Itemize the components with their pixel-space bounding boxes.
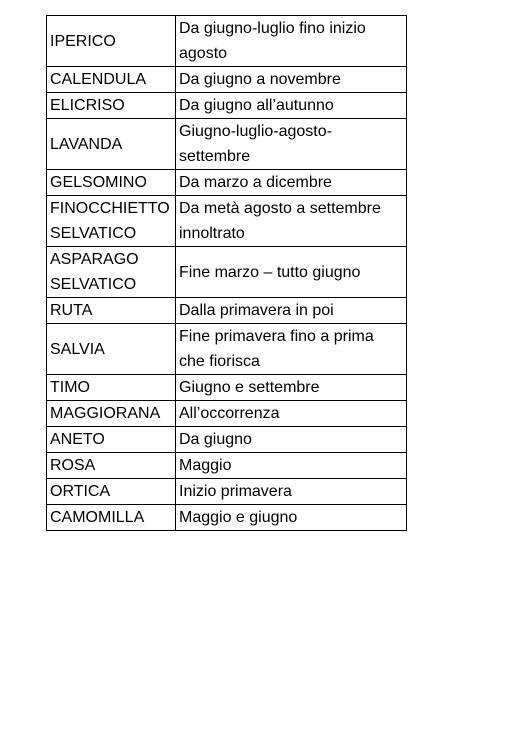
plant-name-cell: ORTICA xyxy=(47,479,176,505)
table-row xyxy=(47,93,407,119)
harvest-period-cell: Da giugno all’autunno xyxy=(176,93,407,119)
harvest-period-cell: Inizio primavera xyxy=(176,479,407,505)
plant-name-cell: IPERICO xyxy=(47,16,176,67)
table-row xyxy=(47,427,407,453)
plant-name-cell: ROSA xyxy=(47,453,176,479)
herb-harvest-table xyxy=(46,15,407,531)
harvest-period-cell: Maggio e giugno xyxy=(176,505,407,531)
plant-name-cell: ANETO xyxy=(47,427,176,453)
plant-name-cell: TIMO xyxy=(47,375,176,401)
plant-name-cell: RUTA xyxy=(47,298,176,324)
plant-name-cell: CALENDULA xyxy=(47,67,176,93)
table-row xyxy=(47,401,407,427)
plant-name-cell: CAMOMILLA xyxy=(47,505,176,531)
plant-name-cell: ELICRISO xyxy=(47,93,176,119)
harvest-period-cell: Dalla primavera in poi xyxy=(176,298,407,324)
harvest-period-cell: Maggio xyxy=(176,453,407,479)
harvest-period-cell: Fine marzo – tutto giugno xyxy=(176,247,407,298)
table-row xyxy=(47,16,407,67)
harvest-period-cell: Giugno e settembre xyxy=(176,375,407,401)
harvest-period-cell: Da marzo a dicembre xyxy=(176,170,407,196)
table-row xyxy=(47,505,407,531)
plant-name-cell: MAGGIORANA xyxy=(47,401,176,427)
plant-name-cell: ASPARAGO SELVATICO xyxy=(47,247,176,298)
table-row xyxy=(47,247,407,298)
harvest-period-cell: All’occorrenza xyxy=(176,401,407,427)
table-row xyxy=(47,119,407,170)
table-row xyxy=(47,375,407,401)
plant-name-cell: FINOCCHIETTO SELVATICO xyxy=(47,196,176,247)
harvest-period-cell: Giugno-luglio-agosto-settembre xyxy=(176,119,407,170)
table-row xyxy=(47,479,407,505)
plant-name-cell: GELSOMINO xyxy=(47,170,176,196)
harvest-period-cell: Da giugno a novembre xyxy=(176,67,407,93)
plant-name-cell: SALVIA xyxy=(47,324,176,375)
table-row xyxy=(47,170,407,196)
harvest-period-cell: Da giugno-luglio fino inizio agosto xyxy=(176,16,407,67)
table-row xyxy=(47,453,407,479)
plant-name-cell: LAVANDA xyxy=(47,119,176,170)
harvest-period-cell: Da giugno xyxy=(176,427,407,453)
harvest-period-cell: Da metà agosto a settembre innoltrato xyxy=(176,196,407,247)
harvest-period-cell: Fine primavera fino a prima che fiorisca xyxy=(176,324,407,375)
table-row xyxy=(47,298,407,324)
table-row xyxy=(47,324,407,375)
table-row xyxy=(47,67,407,93)
table-row xyxy=(47,196,407,247)
